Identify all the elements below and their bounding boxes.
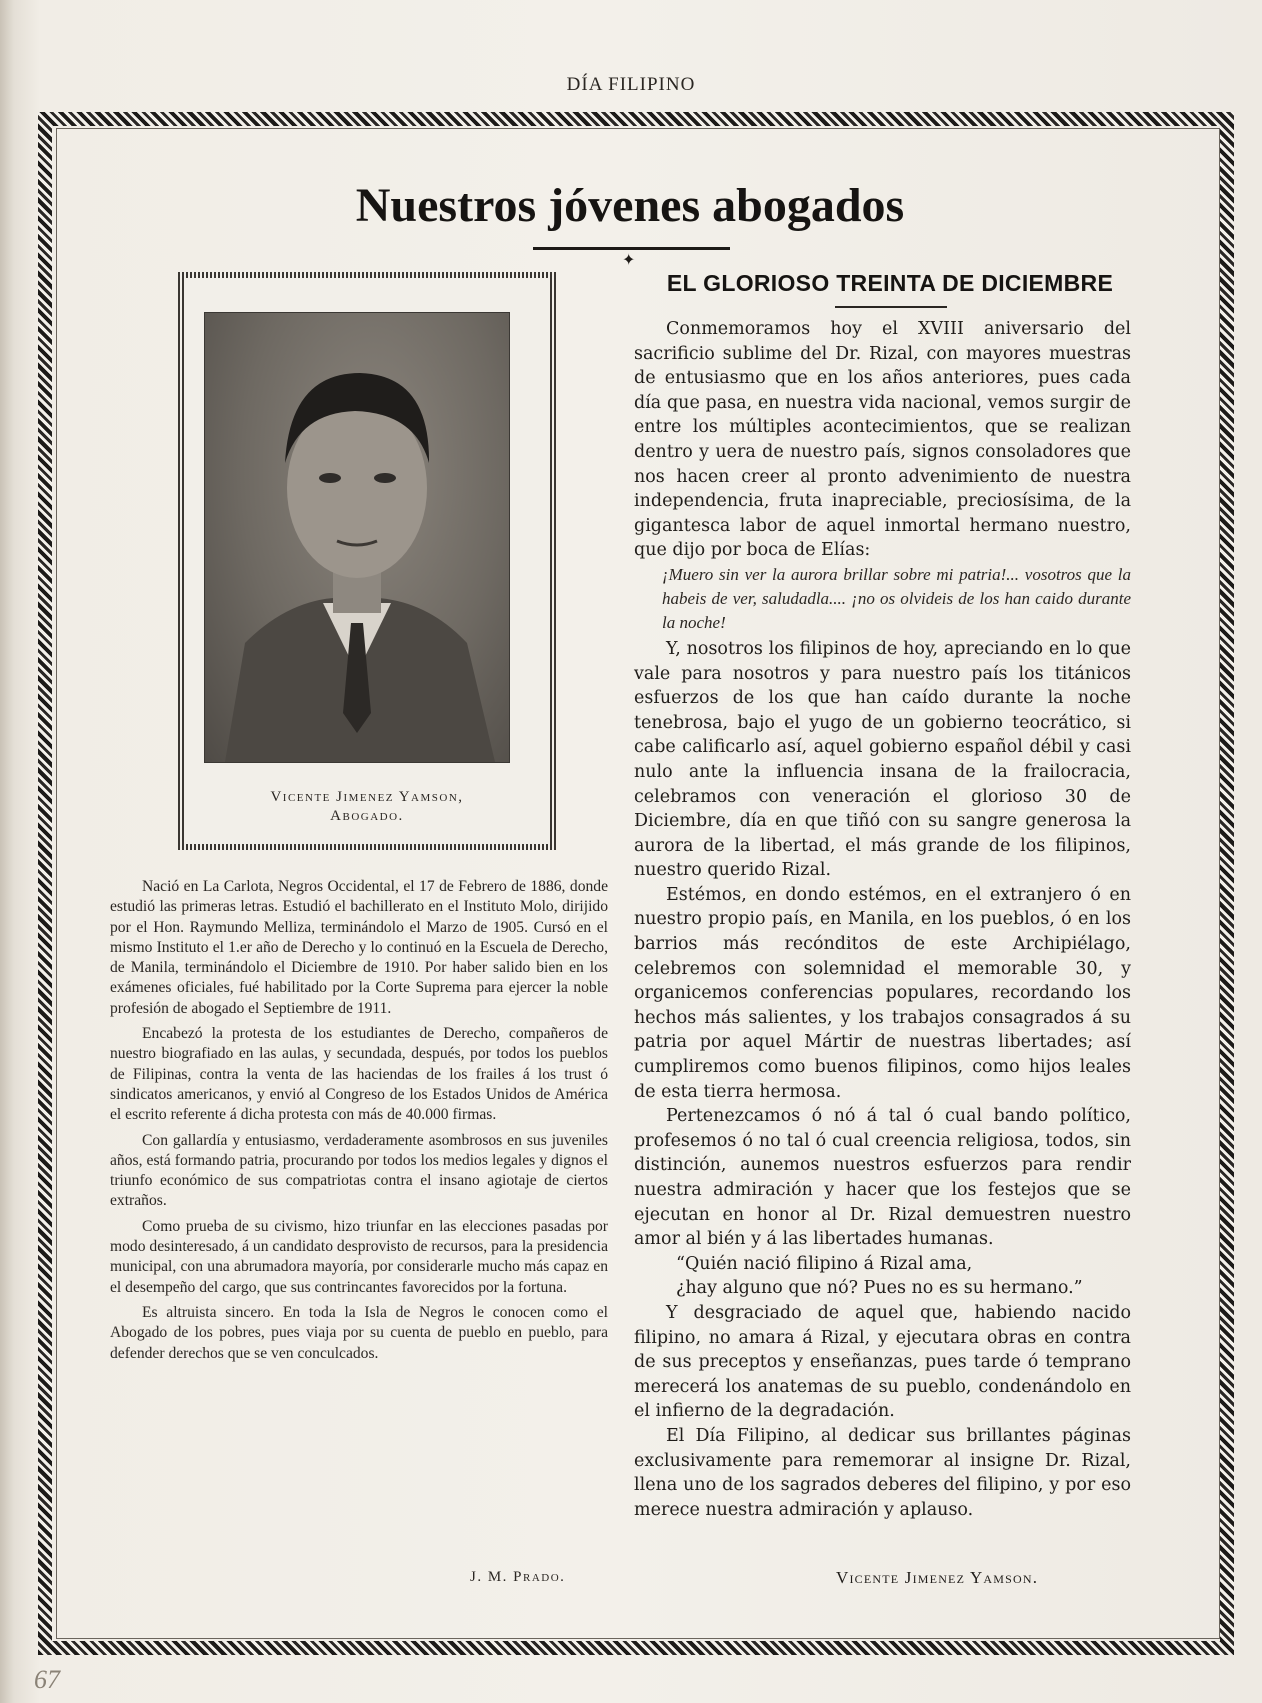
article-paragraph: Conmemoramos hoy el XVIII aniversario del sacrificio sublime del Dr. Rizal, con mayores muestras de entusiasmo que en los años anteriores, pues cada día que pasa, en nuestra vida nacional, vemos surgir de entre los múltiples acontecimientos, que se realizan dentro y uera de nuestro país, signos consoladores que nos hacen creer al pronto advenimiento de nuestra independencia, fruta inapreciable, preciosísima, de la gigantesca labor de aquel inmortal hermano nuestro, que dijo por boca de Elías:: [634, 319, 1131, 561]
biography-signature: J. M. Prado.: [470, 1569, 566, 1585]
article-paragraph: Y, nosotros los filipinos de hoy, apreciando en lo que vale para nosotros y para nuestro país los titánicos esfuerzos de los que han caído durante la noche tenebrosa, bajo el yugo de un gobierno teocrático, si cabe calificarlo así, aquel gobierno español débil y casi nulo ante la influencia insana de la frailocracia, celebramos con veneración el glorioso 30 de Diciembre, día en que tiñó con su sangre generosa la aurora de la libertad, el más grande de los filipinos, nuestro querido Rizal.: [634, 638, 1131, 881]
verse-line: ¿hay alguno que nó? Pues no es su hermano.”: [676, 1278, 1083, 1299]
page-headline: Nuestros jóvenes abogados: [355, 179, 905, 232]
title-rule: [835, 306, 947, 308]
portrait-photo: [204, 312, 510, 763]
article-signature: Vicente Jimenez Yamson.: [836, 1568, 1039, 1587]
biography-paragraph: Nació en La Carlota, Negros Occidental, el 17 de Febrero de 1886, donde estudió las primeras letras. Estudió el bachillerato en el Instituto Molo, dirijido por el Hon. Raymundo Melliza, terminándolo el Marzo de 1905. Cursó en el mismo Instituto el 1.er año de Derecho y lo continuó en la Escuela de Derecho, de Manila, terminándolo el Diciembre de 1910. Por haber salido bien en los exámenes oficiales, fué habilitado por la Corte Suprema para ejercer la noble profesión de abogado el Septiembre de 1911.: [110, 878, 608, 1017]
biography-paragraph: Es altruista sincero. En toda la Isla de Negros le conocen como el Abogado de los pobres, pues viaja por su cuenta de pueblo en pueblo, para defender derechos que se ven conculcados.: [110, 1303, 608, 1362]
portrait-caption: [184, 788, 550, 826]
biography-paragraph: Encabezó la protesta de los estudiantes de Derecho, compañeros de nuestro biografiado en las aulas, y secundada, después, por todos los pueblos de Filipinas, contra la venta de las haciendas de los frailes á los trust ó sindicatos americanos, y envió al Congreso de los Estados Unidos de América el escrito referente á dicha protesta con más de 40.000 firmas.: [110, 1025, 608, 1124]
rizal-quote: ¡Muero sin ver la aurora brillar sobre mi patria!... vosotros que la habeis de ver, saludadla.... ¡no os olvideis de los han caido durante la noche!: [662, 564, 1131, 632]
page-number: 67: [34, 1665, 60, 1694]
article-title: EL GLORIOSO TREINTA DE DICIEMBRE: [666, 270, 1114, 296]
fleuron-ornament-icon: ✦: [622, 250, 636, 269]
portrait-frame: [178, 272, 556, 850]
right-eye-shape: [374, 473, 396, 483]
portrait-figure: [205, 313, 509, 762]
article-paragraph: Estémos, en dondo estémos, en el extranjero ó en nuestro propio país, en Manila, en los pueblos, ó en los barrios más recónditos de este Archipiélago, celebremos con solemnidad el memorable 30, y organicemos conferencias populares, recordando los hechos más salientes, y los trabajos consagrados á su patria por aquel Mártir de nuestras libertades; así cumpliremos como buenos filipinos, como hijos leales de esta tierra hermosa.: [634, 884, 1131, 1102]
article-column: [634, 317, 1131, 1522]
biography-column: [110, 877, 608, 1364]
article-paragraph: Y desgraciado de aquel que, habiendo nacido filipino, no amara á Rizal, y ejecutara obras en contra de sus preceptos y enseñanzas, pues tarde ó temprano merecerá los anatemas de su pueblo, condenándolo en el infierno de la degradación.: [634, 1302, 1131, 1422]
left-eye-shape: [319, 473, 341, 483]
biography-paragraph: Como prueba de su civismo, hizo triunfar en las elecciones pasadas por modo desinteresado, á un candidato desprovisto de recursos, para la presidencia municipal, con una abrumadora mayoría, por considerarle mucho más capaz en el desempeño del cargo, que sus contrincantes favorecidos por la fortuna.: [110, 1217, 608, 1296]
biography-paragraph: Con gallardía y entusiasmo, verdaderamente asombrosos en sus juveniles años, está formando patria, procurando por todos los medios legales y dignos el triunfo económico de sus compatriotas contra el insano agiotaje de ciertos extraños.: [110, 1131, 608, 1210]
article-paragraph: Pertenezcamos ó nó á tal ó cual bando político, profesemos ó no tal ó cual creencia religiosa, todos, sin distinción, aunemos nuestros esfuerzos para rendir nuestra admiración y hacer que los festejos que se ejecutan en honor al Dr. Rizal demuestren nuestro amor al bién y á las libertades humanas.: [634, 1106, 1131, 1250]
caption-name: Vicente Jimenez Yamson,: [270, 789, 464, 805]
running-head: DÍA FILIPINO: [566, 74, 696, 95]
caption-title: Abogado.: [330, 808, 404, 824]
article-paragraph: El Día Filipino, al dedicar sus brillantes páginas exclusivamente para rememorar al insigne Dr. Rizal, llena uno de los sagrados deberes del filipino, y por eso merece nuestra admiración y aplauso.: [634, 1425, 1131, 1520]
verse-line: “Quién nació filipino á Rizal ama,: [676, 1253, 973, 1274]
